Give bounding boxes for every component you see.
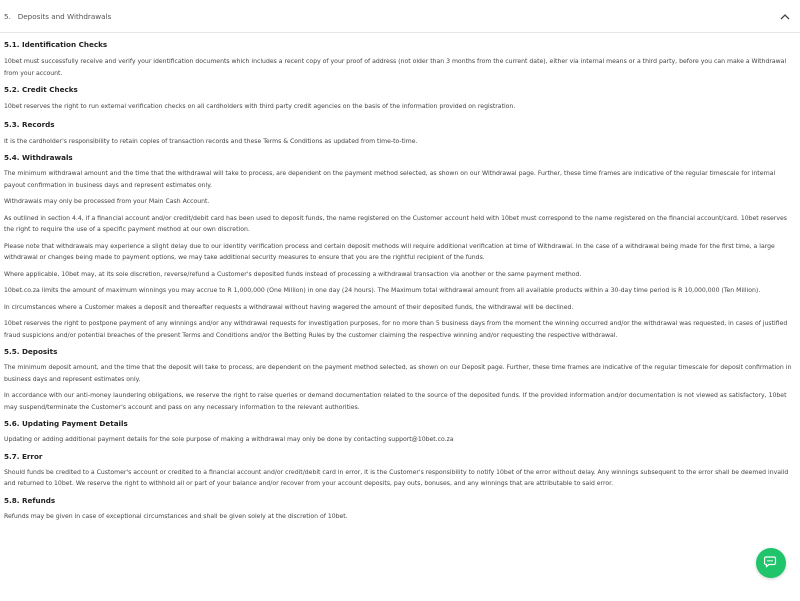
chevron-up-icon[interactable] (779, 10, 791, 22)
paragraph: Should funds be credited to a Customer's account or credited to a financial account and/or credit/debit card in error, it is the Customer's responsibility to notify 10bet of the error without delay. Any winnings subsequent to the error shall be deemed invalid and returned to 10bet. We reserve the right to withhold all or part of your balance and/or recover from your account deposits, pay outs, bonuses, and any winnings that are attributable to said error. (4, 468, 789, 487)
heading-deposits: 5.5. Deposits (4, 347, 58, 356)
chat-icon (764, 554, 778, 573)
section-header-deposits-withdrawals[interactable] (0, 0, 800, 33)
paragraph: 10bet.co.za limits the amount of maximum winnings you may accrue to R 1,000,000 (One Million) in one day (24 hours). The Maximum total withdrawal amount from all available products within a 30-day time period is R 10,000,000 (Ten Million). (4, 287, 761, 294)
heading-error: 5.7. Error (4, 451, 43, 461)
chat-button[interactable] (756, 548, 786, 578)
paragraph: The minimum withdrawal amount and the time that the withdrawal will take to process, are dependent on the payment method selected, as shown on our Withdrawal page. Further, these time frames are indicative of the regular timescale for internal payout confirmation in business days and represent estimates only. (4, 170, 776, 189)
paragraph: In circumstances where a Customer makes a deposit and thereafter requests a withdrawal without having wagered the amount of their deposited funds, the withdrawal will be declined. (4, 303, 574, 311)
paragraph: Please note that withdrawals may experience a slight delay due to our identity verification process and certain deposit methods will require additional verification at time of Withdrawal. In the case of a withdrawal being made for the first time, a large withdrawal or changes being made to payment options, we may take additional security measures to ensure that you are the rightful recipient of the funds. (4, 242, 775, 261)
heading-refunds: 5.8. Refunds (4, 495, 56, 505)
heading-withdrawals: 5.4. Withdrawals (4, 153, 73, 162)
paragraph: In accordance with our anti-money laundering obligations, we reserve the right to raise queries or demand documentation related to the source of the deposited funds. If the provided information and/or documentation is not viewed as satisfactory, 10bet may suspend/terminate the Customer's account and pass on any necessary information to the relevant authorities. (4, 392, 787, 411)
paragraph: 10bet reserves the right to postpone payment of any winnings and/or any withdrawal requests for investigation purposes, for no more than 5 business days from the moment the winning occurred and/or the withdrawal was requested, in cases of justified fraud suspicions and/or potential breaches of the present Terms and Conditions and/or the Betting Rules by the customer claiming the respective winning and/or requesting the respective withdrawal. (4, 320, 788, 339)
paragraph: It is the cardholder's responsibility to retain copies of transaction records and these Terms & Conditions as updated from time-to-time. (4, 137, 418, 145)
section-title: 5. Deposits and Withdrawals (4, 11, 112, 21)
paragraph: Where applicable, 10bet may, at its sole discretion, reverse/refund a Customer's deposited funds instead of processing a withdrawal transaction via another or the same payment method. (4, 270, 582, 278)
paragraph: As outlined in section 4.4, if a financial account and/or credit/debit card has been used to deposit funds, the name registered on the Customer account held with 10bet must correspond to the name registered on the financial account/card. 10bet reserves the right to require the use of a specific payment method at our own discretion. (4, 214, 787, 233)
heading-identification-checks: 5.1. Identification Checks (4, 40, 108, 49)
paragraph: Withdrawals may only be processed from your Main Cash Account. (4, 198, 210, 205)
section-content (0, 33, 800, 522)
heading-records: 5.3. Records (4, 119, 55, 129)
heading-credit-checks: 5.2. Credit Checks (4, 85, 78, 94)
heading-updating-payment-details: 5.6. Updating Payment Details (4, 419, 128, 428)
paragraph: 10bet reserves the right to run external verification checks on all cardholders with third party credit agencies on the basis of the information provided on registration. (4, 103, 516, 110)
paragraph: The minimum deposit amount, and the time that the deposit will take to process, are dependent on the payment method selected, as shown on our Deposit page. Further, these time frames are indicative of the regular timescale for deposit confirmation in business days and represent estimates only. (4, 364, 792, 383)
paragraph: 10bet must successfully receive and verify your identification documents which includes a recent copy of your proof of address (not older than 3 months from the current date), either via internal means or a third party, before you can make a Withdrawal from your account. (4, 58, 787, 77)
paragraph: Updating or adding additional payment details for the sole purpose of making a withdrawal may only be done by contacting support@10bet.co.za (4, 436, 454, 443)
paragraph: Refunds may be given in case of exceptional circumstances and shall be given solely at the discretion of 10bet. (4, 512, 348, 520)
